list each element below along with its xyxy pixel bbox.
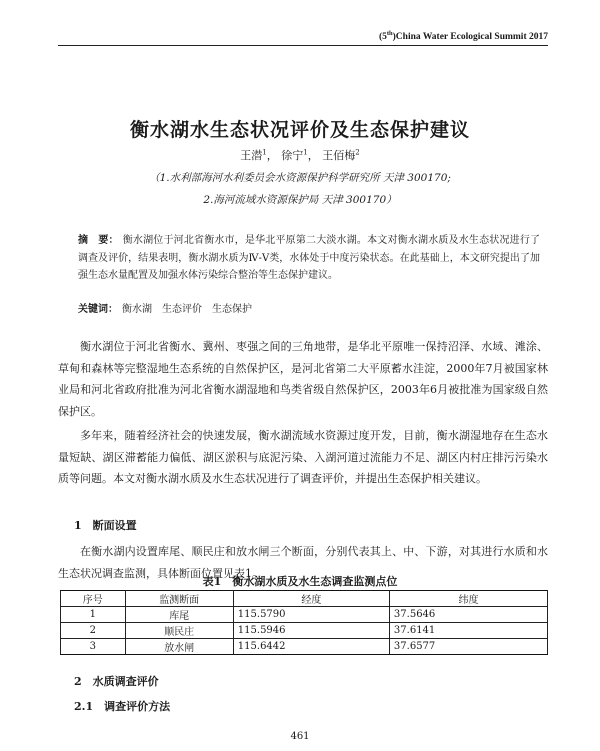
keywords bbox=[78, 300, 540, 315]
running-head-ordinal: 5 bbox=[382, 32, 387, 43]
affiliation-1: （1.水利部海河水利委员会水资源保护科学研究所 天津 300170; bbox=[149, 172, 451, 184]
running-head: (5th)China Water Ecological Summit 2017 bbox=[378, 30, 548, 43]
page-number: 461 bbox=[290, 731, 310, 742]
table-header-row bbox=[61, 591, 548, 607]
running-head-text: )China Water Ecological Summit 2017 bbox=[392, 32, 548, 43]
monitoring-table bbox=[60, 590, 548, 655]
table-cell: 37.6141 bbox=[389, 623, 547, 639]
keywords-label: 关键词： bbox=[78, 304, 118, 315]
table-cell: 115.5946 bbox=[233, 623, 389, 639]
author-name: 徐宁 bbox=[281, 149, 304, 162]
table-cell: 115.5790 bbox=[233, 607, 389, 623]
table-header: 序号 bbox=[61, 591, 126, 607]
table-cell: 115.6442 bbox=[233, 639, 389, 655]
subsection-heading: 2.1 调查评价方法 bbox=[74, 700, 171, 713]
keywords-text: 衡水湖 生态评价 生态保护 bbox=[122, 304, 252, 315]
author-mark: 1 bbox=[262, 148, 267, 157]
table-cell: 37.6577 bbox=[389, 639, 547, 655]
body-paragraph: 在衡水湖内设置库尾、顺民庄和放水闸三个断面，分别代表其上、中、下游，对其进行水质和水生态状况调查监测，具体断面位置见表1。 bbox=[58, 545, 548, 580]
body-paragraph: 多年来，随着经济社会的快速发展，衡水湖流域水资源过度开发，目前，衡水湖湿地存在生态水量短缺、湖区滞蓄能力偏低、湖区淤积与底泥污染、入湖河道过流能力不足、湖区内村庄排污污染水质等问题。本文对衡水湖水质及水生态状况进行了调查评价，并提出生态保护相关建议。 bbox=[58, 429, 548, 485]
author-mark: 1 bbox=[303, 148, 308, 157]
table-header: 经度 bbox=[233, 591, 389, 607]
table-cell: 顺民庄 bbox=[125, 623, 233, 639]
table-header: 监测断面 bbox=[125, 591, 233, 607]
table-cell: 1 bbox=[61, 607, 126, 623]
abstract-text: 衡水湖位于河北省衡水市，是华北平原第二大淡水湖。本文对衡水湖水质及水生态状况进行了调查及评价，结果表明，衡水湖水质为Ⅳ-Ⅴ类，水体处于中度污染状态。在此基础上，本文研究提出了加强生态水量配置及加强水体污染综合整治等生态保护建议。 bbox=[78, 235, 541, 281]
table-cell: 2 bbox=[61, 623, 126, 639]
author-line: 王潜$^1$， 徐宁$^1$， 王佰梅$^2$ bbox=[240, 148, 360, 162]
table-row bbox=[61, 623, 548, 639]
abstract bbox=[78, 232, 540, 285]
table-cell: 放水闸 bbox=[125, 639, 233, 655]
table-caption: 表1 衡水湖水质及水生态调查监测点位 bbox=[202, 575, 398, 588]
table-row bbox=[61, 639, 548, 655]
running-head-suffix: th bbox=[386, 30, 393, 37]
section-heading: 1 断面设置 bbox=[74, 519, 137, 532]
table-cell: 37.5646 bbox=[389, 607, 547, 623]
author-name: 王潜 bbox=[240, 149, 263, 162]
table-row bbox=[61, 607, 548, 623]
body-paragraph: 衡水湖位于河北省衡水、冀州、枣强之间的三角地带，是华北平原唯一保持沼泽、水域、滩涂、草甸和森林等完整湿地生态系统的自然保护区，是河北省第二大平原蓄水洼淀，2000年7月被国家林业局和河北省政府批准为河北省衡水湖湿地和鸟类省级自然保护区，2003年6月被批准为国家级自然保护区。 bbox=[58, 340, 548, 418]
affiliation-2: 2.海河流域水资源保护局 天津 300170） bbox=[203, 194, 397, 206]
author-name: 王佰梅 bbox=[322, 149, 356, 162]
section-heading: 2 水质调查评价 bbox=[74, 675, 159, 688]
author-mark: 2 bbox=[355, 148, 360, 157]
table-cell: 库尾 bbox=[125, 607, 233, 623]
table-cell: 3 bbox=[61, 639, 126, 655]
paper-title: 衡水湖水生态状况评价及生态保护建议 bbox=[129, 119, 470, 141]
header-rule bbox=[58, 45, 548, 46]
table-header: 纬度 bbox=[389, 591, 547, 607]
abstract-label: 摘 要： bbox=[78, 235, 119, 246]
